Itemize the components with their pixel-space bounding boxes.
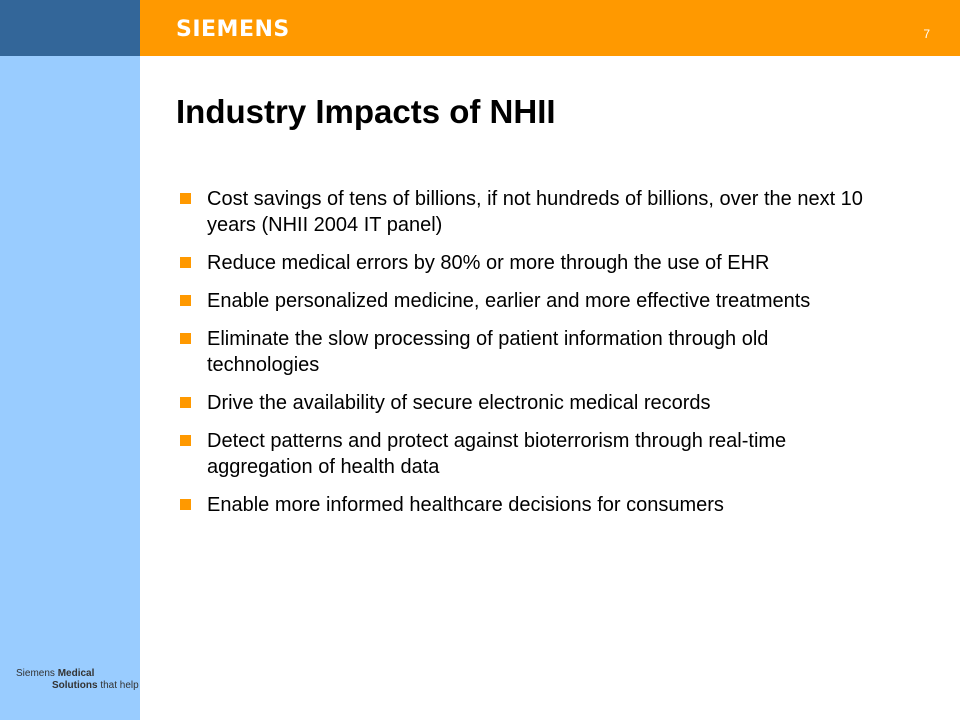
bullet-text: Detect patterns and protect against bioterrorism through real-time aggregation of health data [207,430,787,478]
bullet-item [176,288,876,314]
footer-brand-siemens: Siemens [16,668,55,679]
square-bullet-icon [180,295,191,306]
bullet-item [176,186,876,238]
bullet-text: Cost savings of tens of billions, if not hundreds of billions, over the next 10 years (NHII 2004 IT panel) [207,188,863,236]
bullet-text: Eliminate the slow processing of patient information through old technologies [207,328,769,376]
bullet-item [176,492,876,518]
square-bullet-icon [180,499,191,510]
bullet-text: Drive the availability of secure electronic medical records [207,392,711,414]
square-bullet-icon [180,333,191,344]
bullet-text: Reduce medical errors by 80% or more through the use of EHR [207,252,770,274]
footer-brand-logo [16,668,139,692]
footer-brand-line2 [16,680,139,692]
square-bullet-icon [180,397,191,408]
sidebar-top-block [0,0,140,56]
slide-title: Industry Impacts of NHII [176,93,556,130]
square-bullet-icon [180,435,191,446]
sidebar [0,0,140,720]
bullet-list [176,186,876,530]
square-bullet-icon [180,193,191,204]
siemens-logo: SIEMENS [176,17,290,42]
bullet-text: Enable personalized medicine, earlier and more effective treatments [207,290,811,312]
bullet-item [176,428,876,480]
square-bullet-icon [180,257,191,268]
bullet-item [176,250,876,276]
page-number: 7 [923,27,930,41]
footer-brand-medical: Medical [57,668,95,679]
footer-brand-tagline: that help [100,680,139,691]
bullet-item [176,390,876,416]
bullet-item [176,326,876,378]
bullet-text: Enable more informed healthcare decisions for consumers [207,494,724,516]
footer-brand-line1 [16,668,139,680]
footer-brand-solutions: Solutions [52,680,98,691]
